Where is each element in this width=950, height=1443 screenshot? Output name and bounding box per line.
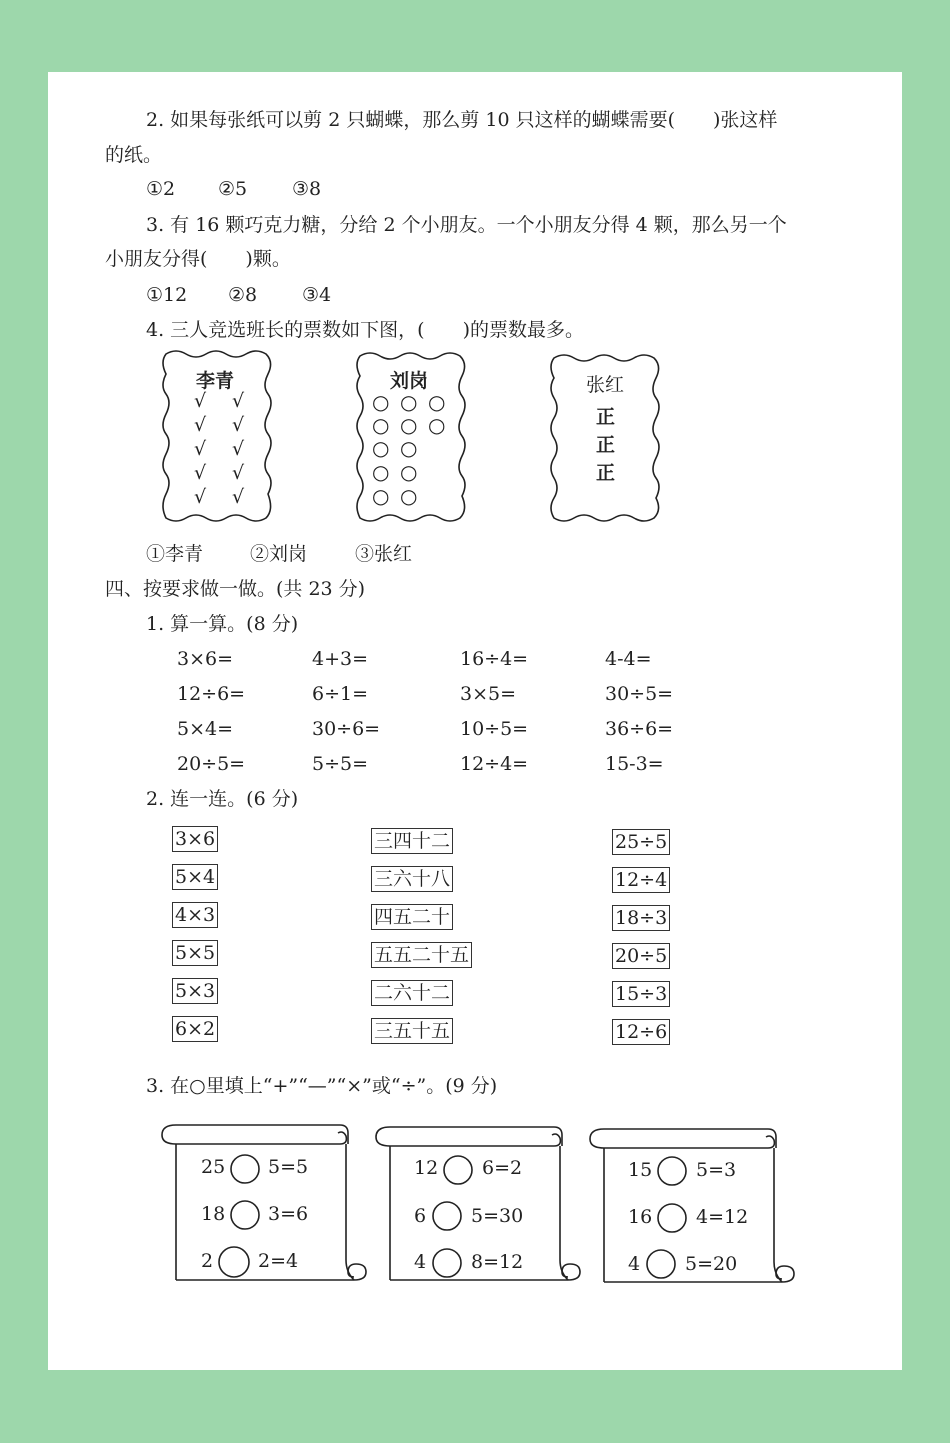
card-liugang-name: 刘岗: [390, 370, 429, 392]
connect-right-box[interactable]: 12÷4: [612, 867, 670, 893]
calc-item: 30÷5=: [605, 683, 674, 705]
scroll-right-expr: 5=3: [696, 1159, 737, 1181]
blank-circle[interactable]: [229, 1199, 261, 1231]
scroll-right-expr: 8=12: [471, 1251, 524, 1273]
liqing-mark: √: [232, 438, 245, 460]
liqing-mark: √: [232, 486, 245, 508]
liugang-mark: ○: [372, 460, 390, 484]
calc-item: 5×4=: [177, 718, 234, 740]
scroll-left-num: 25: [201, 1156, 226, 1178]
liugang-mark: ○: [428, 390, 446, 414]
scroll-right-expr: 2=4: [258, 1250, 299, 1272]
calc-item: 5÷5=: [312, 753, 369, 775]
blank-circle[interactable]: [645, 1248, 677, 1280]
blank-circle[interactable]: [431, 1247, 463, 1279]
liugang-mark: ○: [400, 413, 418, 437]
q2-text-line1: 2. 如果每张纸可以剪 2 只蝴蝶，那么剪 10 只这样的蝴蝶需要( )张这样: [146, 109, 778, 131]
calc-item: 12÷4=: [460, 753, 529, 775]
connect-left-box[interactable]: 5×3: [172, 978, 218, 1004]
scroll-right-expr: 3=6: [268, 1203, 309, 1225]
zhanghong-mark: 正: [596, 434, 616, 456]
liugang-mark: ○: [428, 413, 446, 437]
blank-circle[interactable]: [656, 1155, 688, 1187]
blank-circle[interactable]: [217, 1245, 251, 1279]
q3-text-line1: 3. 有 16 颗巧克力糖，分给 2 个小朋友。一个小朋友分得 4 颗，那么另一个: [146, 214, 787, 236]
scroll-left-num: 4: [414, 1251, 427, 1273]
scroll-right-expr: 5=20: [685, 1253, 738, 1275]
card-liqing-name: 李青: [196, 370, 235, 392]
calc-item: 20÷5=: [177, 753, 246, 775]
calc-item: 4-4=: [605, 648, 652, 670]
liqing-mark: √: [194, 462, 207, 484]
q4-option-2: ②刘岗: [250, 543, 308, 565]
scroll-left-num: 18: [201, 1203, 226, 1225]
liqing-mark: √: [194, 414, 207, 436]
q4-text: 4. 三人竞选班长的票数如下图，( )的票数最多。: [146, 319, 584, 341]
liugang-mark: ○: [400, 390, 418, 414]
blank-circle[interactable]: [442, 1154, 474, 1186]
scroll-right-expr: 5=30: [471, 1205, 524, 1227]
calc-item: 3×6=: [177, 648, 234, 670]
connect-right-box[interactable]: 12÷6: [612, 1019, 670, 1045]
blank-circle[interactable]: [431, 1200, 463, 1232]
q3-option-2: ②8: [228, 284, 258, 306]
scroll-right-expr: 4=12: [696, 1206, 749, 1228]
scroll-left-num: 12: [414, 1157, 439, 1179]
q4-option-3: ③张红: [355, 543, 413, 565]
calc-item: 6÷1=: [312, 683, 369, 705]
q4-option-1: ①李青: [146, 543, 204, 565]
liugang-mark: ○: [372, 413, 390, 437]
connect-mid-box[interactable]: 三四十二: [371, 828, 453, 854]
connect-left-box[interactable]: 6×2: [172, 1016, 218, 1042]
liqing-mark: √: [232, 390, 245, 412]
card-zhanghong-name: 张红: [586, 374, 625, 396]
scroll-left-num: 15: [628, 1159, 653, 1181]
scroll-left-num: 4: [628, 1253, 641, 1275]
connect-title: 2. 连一连。(6 分): [146, 788, 299, 810]
connect-right-box[interactable]: 18÷3: [612, 905, 670, 931]
scroll-left-num: 16: [628, 1206, 653, 1228]
zhanghong-mark: 正: [596, 406, 616, 428]
connect-left-box[interactable]: 5×4: [172, 864, 218, 890]
liqing-mark: √: [232, 414, 245, 436]
connect-right-box[interactable]: 25÷5: [612, 829, 670, 855]
calc-item: 15-3=: [605, 753, 664, 775]
liugang-mark: ○: [400, 484, 418, 508]
connect-mid-box[interactable]: 二六十二: [371, 980, 453, 1006]
scroll-right-expr: 6=2: [482, 1157, 523, 1179]
liqing-mark: √: [194, 486, 207, 508]
calc-item: 12÷6=: [177, 683, 246, 705]
connect-mid-box[interactable]: 四五二十: [371, 904, 453, 930]
liugang-mark: ○: [372, 436, 390, 460]
connect-right-box[interactable]: 15÷3: [612, 981, 670, 1007]
zhanghong-mark: 正: [596, 462, 616, 484]
connect-mid-box[interactable]: 五五二十五: [371, 942, 472, 968]
calc-item: 3×5=: [460, 683, 517, 705]
q2-option-2: ②5: [218, 178, 248, 200]
q3-option-1: ①12: [146, 284, 188, 306]
connect-left-box[interactable]: 4×3: [172, 902, 218, 928]
connect-left-box[interactable]: 5×5: [172, 940, 218, 966]
calc-item: 10÷5=: [460, 718, 529, 740]
blank-circle[interactable]: [229, 1153, 261, 1185]
calc-item: 30÷6=: [312, 718, 381, 740]
liqing-mark: √: [194, 390, 207, 412]
calc-title: 1. 算一算。(8 分): [146, 613, 299, 635]
scroll-left-num: 2: [201, 1250, 214, 1272]
connect-right-box[interactable]: 20÷5: [612, 943, 670, 969]
q2-option-3: ③8: [292, 178, 322, 200]
liugang-mark: ○: [400, 460, 418, 484]
calc-item: 4+3=: [312, 648, 369, 670]
q3-option-3: ③4: [302, 284, 332, 306]
connect-mid-box[interactable]: 三六十八: [371, 866, 453, 892]
fill-title: 3. 在○里填上“+”“—”“×”或“÷”。(9 分): [146, 1075, 498, 1097]
liugang-mark: ○: [372, 390, 390, 414]
scroll-right-expr: 5=5: [268, 1156, 309, 1178]
section4-heading: 四、按要求做一做。(共 23 分): [105, 578, 366, 600]
liugang-mark: ○: [400, 436, 418, 460]
blank-circle[interactable]: [656, 1202, 688, 1234]
calc-item: 16÷4=: [460, 648, 529, 670]
connect-left-box[interactable]: 3×6: [172, 826, 218, 852]
q2-option-1: ①2: [146, 178, 176, 200]
scroll-left-num: 6: [414, 1205, 427, 1227]
liqing-mark: √: [232, 462, 245, 484]
connect-mid-box[interactable]: 三五十五: [371, 1018, 453, 1044]
liugang-mark: ○: [372, 484, 390, 508]
liqing-mark: √: [194, 438, 207, 460]
calc-item: 36÷6=: [605, 718, 674, 740]
q3-text-line2: 小朋友分得( )颗。: [105, 248, 291, 270]
q2-text-line2: 的纸。: [105, 144, 163, 166]
